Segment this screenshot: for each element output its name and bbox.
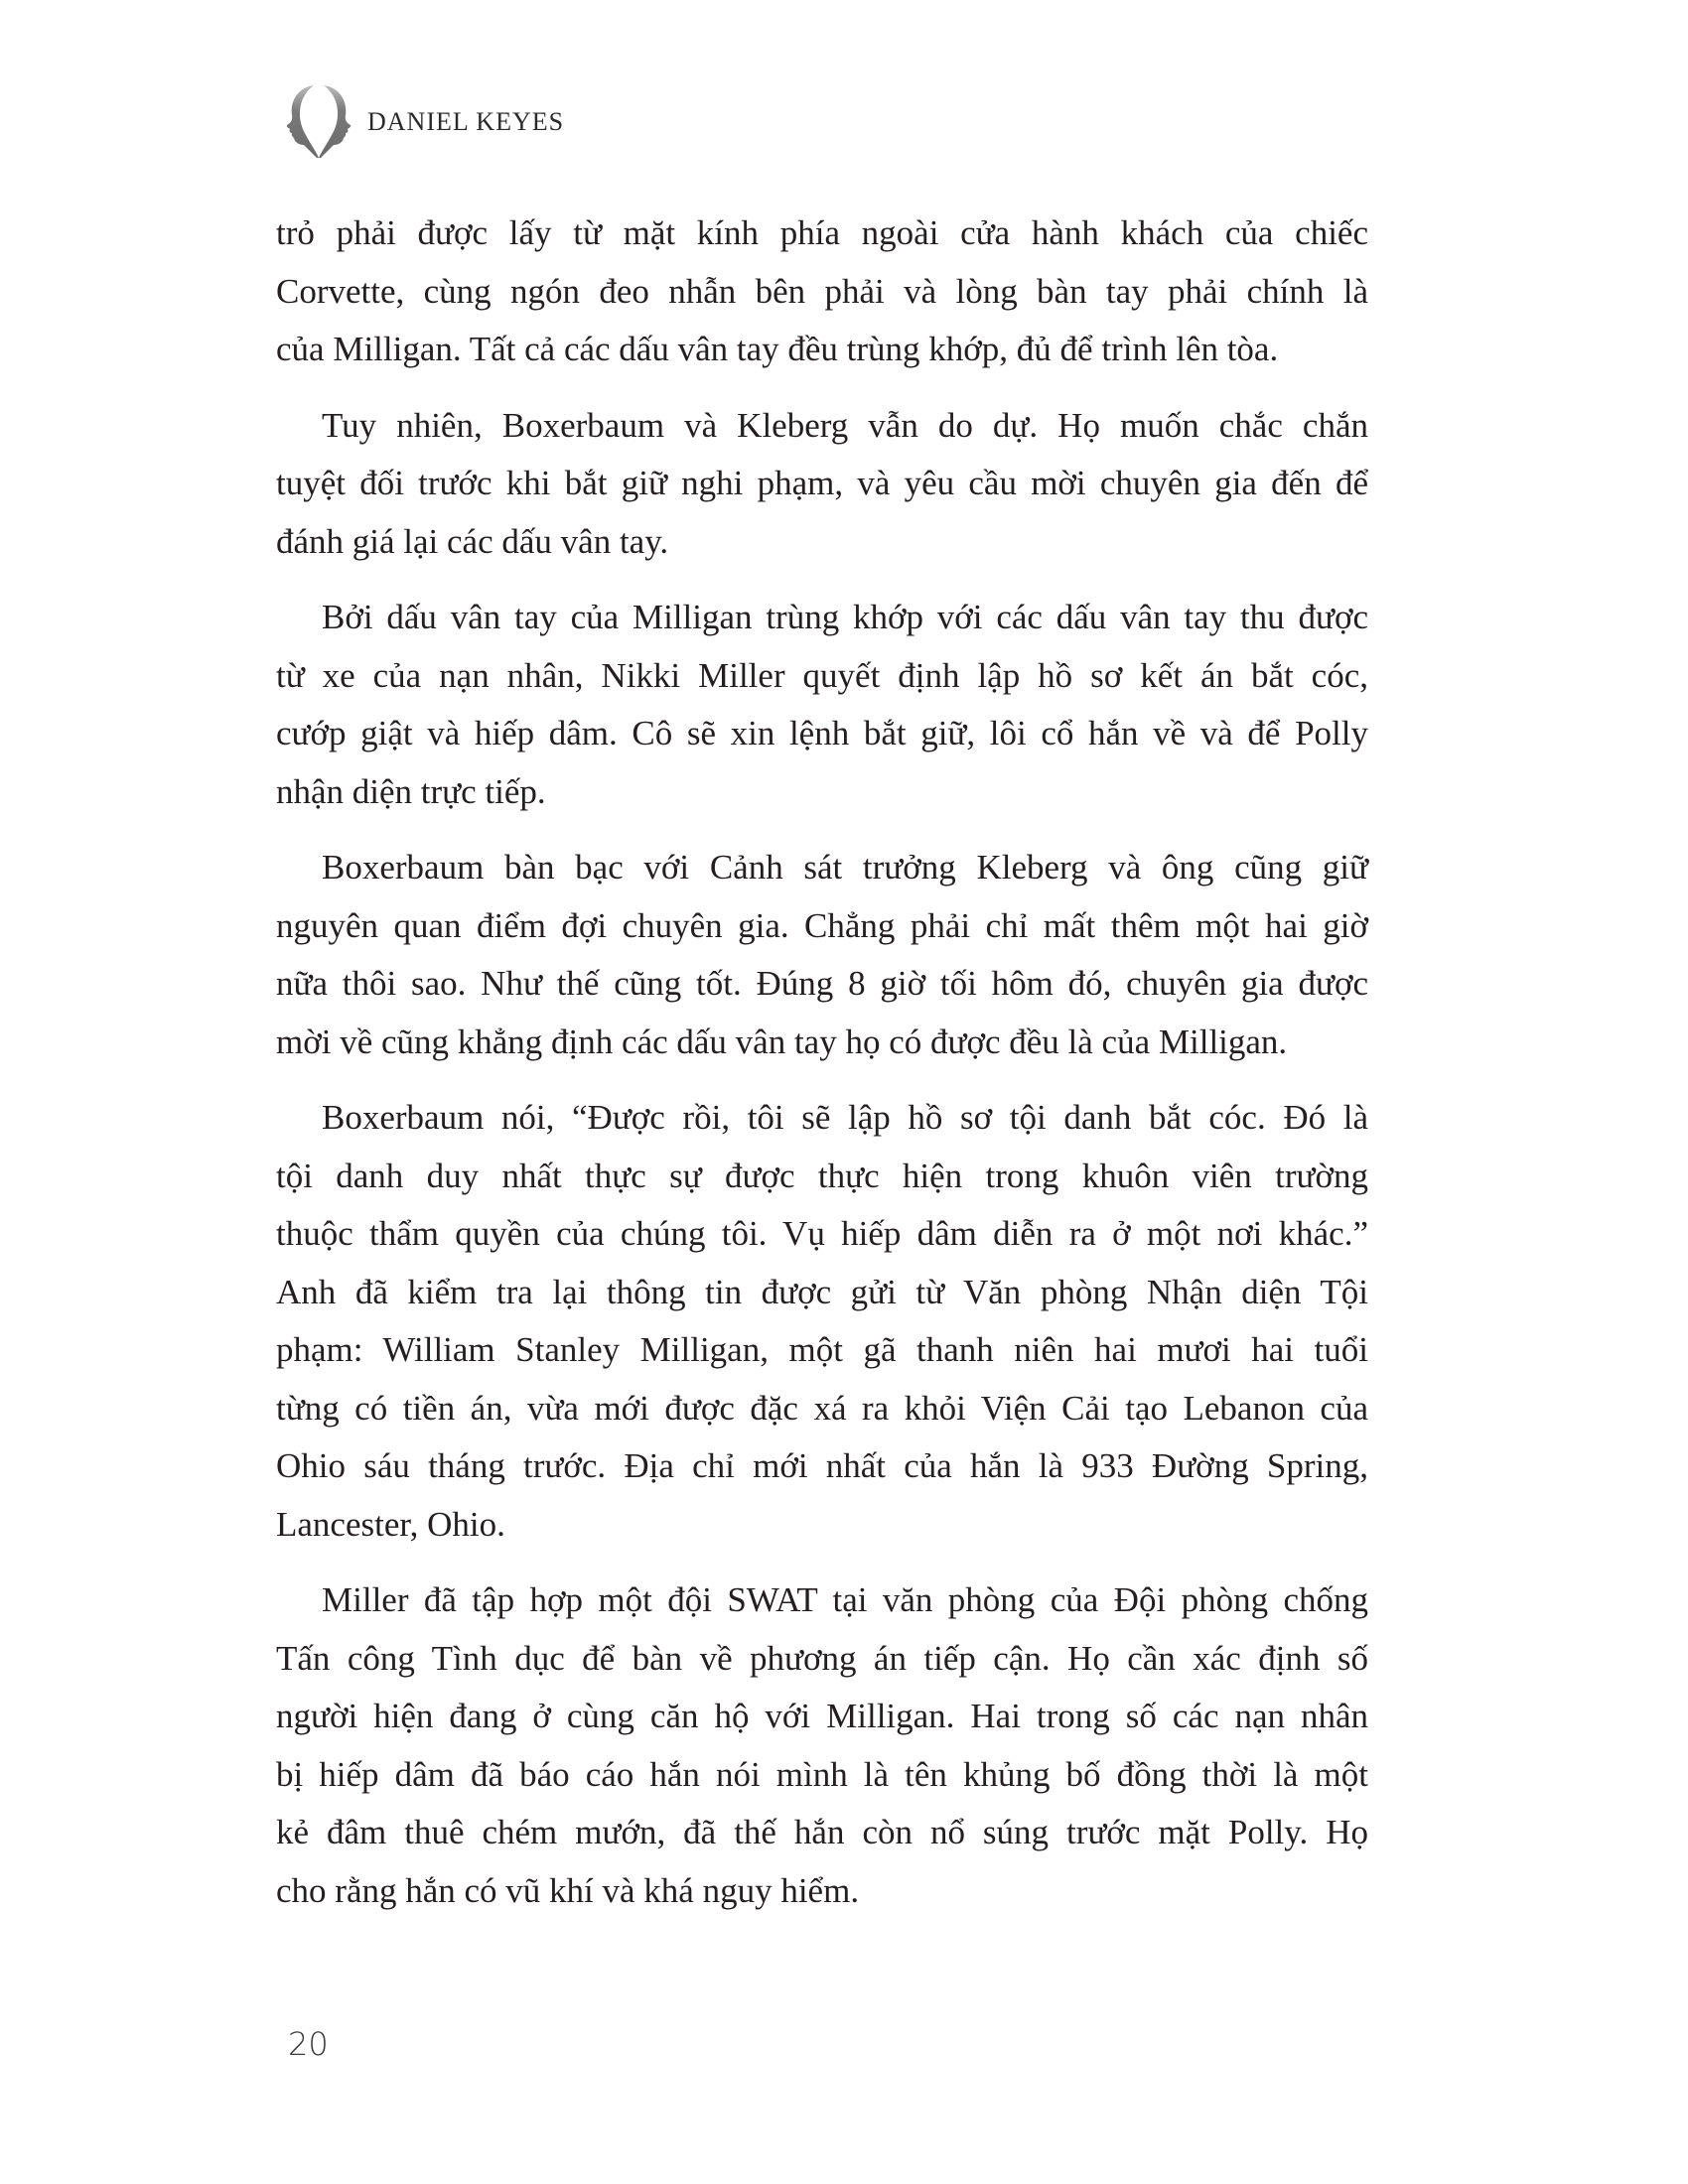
text-line: trỏ phải được lấy từ mặt kính phía ngoài cửa hành khách của chiếc [276,213,1368,252]
text-line: Tấn công Tình dục để bàn về phương án tiếp cận. Họ cần xác định số [276,1638,1368,1678]
text-line: thuộc thẩm quyền của chúng tôi. Vụ hiếp dâm diễn ra ở một nơi khác.” [276,1214,1368,1253]
text-line: Tuy nhiên, Boxerbaum và Kleberg vẫn do dự. Họ muốn chắc chắn [322,405,1368,445]
text-line: Boxerbaum nói, “Được rồi, tôi sẽ lập hồ sơ tội danh bắt cóc. Đó là [322,1098,1368,1137]
paragraph [276,839,1368,1071]
paragraph [276,1571,1368,1920]
paragraph [276,397,1368,572]
text-line: từng có tiền án, vừa mới được đặc xá ra khỏi Viện Cải tạo Lebanon của [276,1388,1368,1428]
paragraph [276,205,1368,379]
twin-faces-profile-icon [284,83,353,159]
text-line: người hiện đang ở cùng căn hộ với Milligan. Hai trong số các nạn nhân [276,1697,1368,1735]
body-text [276,205,1368,1938]
paragraph [276,589,1368,821]
text-line: tội danh duy nhất thực sự được thực hiện trong khuôn viên trường [276,1156,1368,1195]
text-line: Ohio sáu tháng trước. Địa chỉ mới nhất của hắn là 933 Đường Spring, [276,1446,1368,1485]
running-header-author: DANIEL KEYES [367,107,565,136]
text-line: cướp giật và hiếp dâm. Cô sẽ xin lệnh bắt giữ, lôi cổ hắn về và để Polly [276,714,1368,752]
text-line: từ xe của nạn nhân, Nikki Miller quyết định lập hồ sơ kết án bắt cóc, [276,655,1368,695]
text-line: nhận diện trực tiếp. [276,771,546,811]
text-line: nữa thôi sao. Như thế cũng tốt. Đúng 8 giờ tối hôm đó, chuyên gia được [276,964,1368,1003]
text-line: Bởi dấu vân tay của Milligan trùng khớp với các dấu vân tay thu được [322,598,1368,636]
text-line: kẻ đâm thuê chém mướn, đã thế hắn còn nổ súng trước mặt Polly. Họ [276,1813,1368,1851]
text-line: của Milligan. Tất cả các dấu vân tay đều trùng khớp, đủ để trình lên tòa. [276,330,1279,368]
text-line: Anh đã kiểm tra lại thông tin được gửi từ Văn phòng Nhận diện Tội [276,1272,1368,1311]
text-line: nguyên quan điểm đợi chuyên gia. Chẳng phải chỉ mất thêm một hai giờ [276,905,1368,945]
text-line: cho rằng hắn có vũ khí và khá nguy hiểm. [276,1870,860,1910]
text-line: Miller đã tập hợp một đội SWAT tại văn phòng của Đội phòng chống [322,1580,1368,1619]
text-line: Boxerbaum bàn bạc với Cảnh sát trưởng Kleberg và ông cũng giữ [322,848,1368,887]
paragraph [276,1089,1368,1554]
page-number: 20 [288,2025,329,2063]
text-line: Corvette, cùng ngón đeo nhẫn bên phải và lòng bàn tay phải chính là [276,271,1368,311]
text-line: mời về cũng khẳng định các dấu vân tay họ có được đều là của Milligan. [276,1022,1288,1061]
text-line: tuyệt đối trước khi bắt giữ nghi phạm, và yêu cầu mời chuyên gia đến để [276,464,1368,502]
running-header [284,83,565,159]
text-line: bị hiếp dâm đã báo cáo hắn nói mình là tên khủng bố đồng thời là một [276,1754,1368,1794]
text-line: đánh giá lại các dấu vân tay. [276,521,669,561]
text-line: phạm: William Stanley Milligan, một gã thanh niên hai mươi hai tuổi [276,1330,1368,1369]
text-line: Lancester, Ohio. [276,1504,505,1544]
